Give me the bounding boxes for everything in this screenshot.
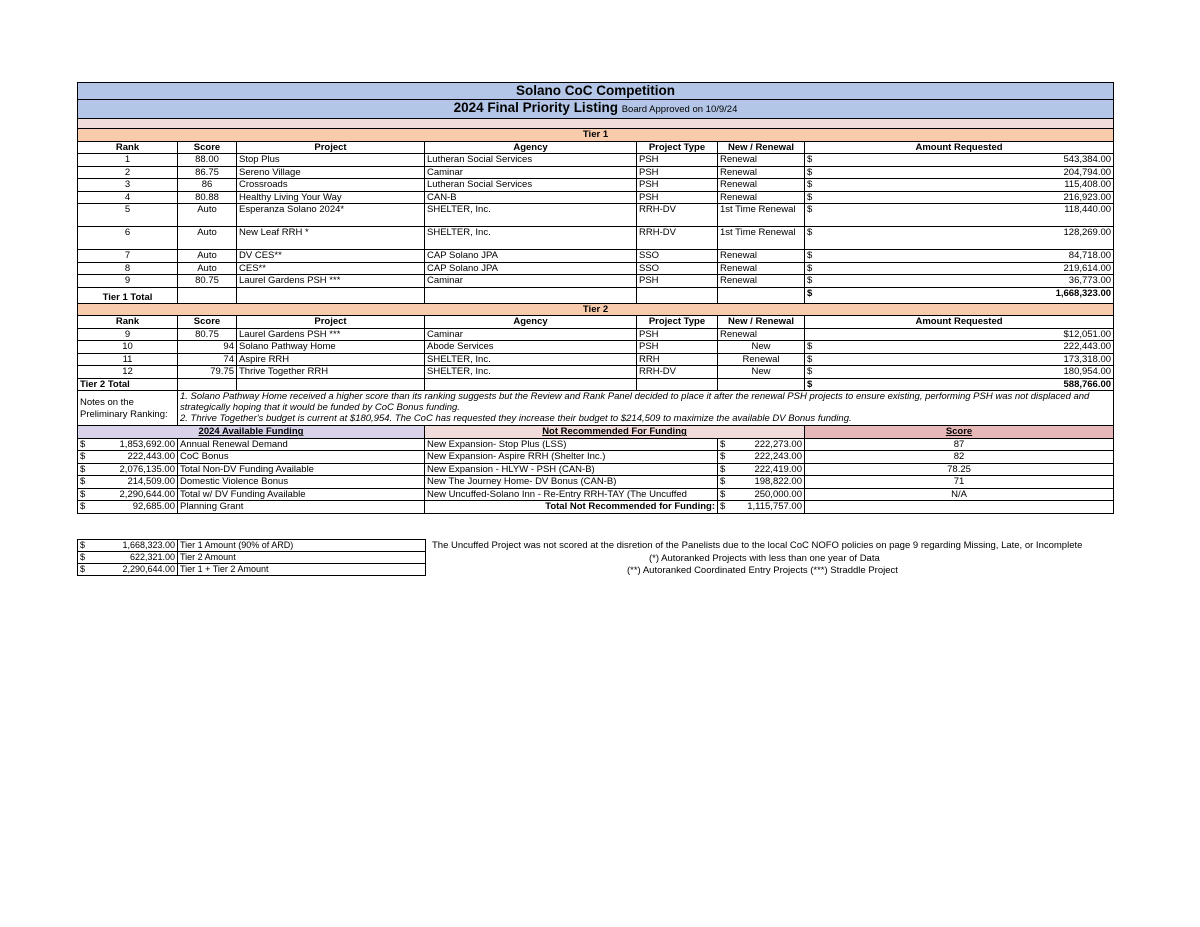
- not-recommended-header: Not Recommended For Funding: [425, 426, 805, 439]
- table-row: 9 80.75 Laurel Gardens PSH *** Caminar PSH Renewal $12,051.00: [78, 328, 1114, 341]
- footnote-autoranked: (*) Autoranked Projects with less than one year of Data: [649, 553, 880, 564]
- column-header-row: Rank Score Project Agency Project Type New / Renewal Amount Requested: [78, 316, 1114, 329]
- table-row: 5 Auto Esperanza Solano 2024* SHELTER, Inc. RRH-DV 1st Time Renewal $ 118,440.00: [78, 204, 1114, 227]
- funding-row: $ 2,076,135.00 Total Non-DV Funding Available New Expansion - HLYW - PSH (CAN-B) $ 222,419.00 78.25: [78, 463, 1114, 476]
- approval-note: Board Approved on 10/9/24: [621, 104, 738, 115]
- spacer-row: [78, 119, 1114, 129]
- summary-row: $ 622,321.00 Tier 2 Amount: [78, 552, 426, 564]
- table-row: 4 80.88 Healthy Living Your Way CAN-B PSH Renewal $ 216,923.00: [78, 191, 1114, 204]
- table-row: 7 Auto DV CES** CAP Solano JPA SSO Renewal $ 84,718.00: [78, 250, 1114, 263]
- notes-label: Notes on the Preliminary Ranking:: [78, 391, 178, 426]
- footnote-coordinated-entry: (**) Autoranked Coordinated Entry Projects (***) Straddle Project: [627, 565, 898, 576]
- tier1-total-row: Tier 1 Total $ 1,668,323.00: [78, 287, 1114, 303]
- funding-row: $ 92,685.00 Planning Grant Total Not Recommended for Funding: $ 1,115,757.00: [78, 501, 1114, 514]
- available-funding-header: 2024 Available Funding: [78, 426, 425, 439]
- table-row: 12 79.75 Thrive Together RRH SHELTER, Inc. RRH-DV New $ 180,954.00: [78, 366, 1114, 379]
- document-subtitle: 2024 Final Priority Listing Board Approved on 10/9/24: [78, 100, 1114, 119]
- summary-row: $ 2,290,644.00 Tier 1 + Tier 2 Amount: [78, 564, 426, 576]
- table-row: 2 86.75 Sereno Village Caminar PSH Renewal $ 204,794.00: [78, 166, 1114, 179]
- footnote-uncuffed: The Uncuffed Project was not scored at the disretion of the Panelists due to the local CoC NOFO policies on page 9 regarding Missing, Late, or Incomplete: [432, 540, 1083, 551]
- funding-header-row: [78, 426, 1114, 439]
- column-header-row: Rank Score Project Agency Project Type New / Renewal Amount Requested: [78, 141, 1114, 154]
- summary-row: $ 1,668,323.00 Tier 1 Amount (90% of ARD): [78, 540, 426, 552]
- document-title: Solano CoC Competition: [78, 83, 1114, 100]
- table-row: 3 86 Crossroads Lutheran Social Services PSH Renewal $ 115,408.00: [78, 179, 1114, 192]
- funding-row: $ 214,509.00 Domestic Violence Bonus New The Journey Home- DV Bonus (CAN-B) $ 198,822.00 71: [78, 476, 1114, 489]
- tier2-total-row: Tier 2 Total $ 588,766.00: [78, 378, 1114, 391]
- score-header: Score: [805, 426, 1114, 439]
- priority-listing-table: [77, 82, 1114, 514]
- funding-row: $ 2,290,644.00 Total w/ DV Funding Available New Uncuffed-Solano Inn - Re-Entry RRH-TAY (The Uncuffed $ 250,000.00 N/A: [78, 488, 1114, 501]
- tier2-header: Tier 2: [78, 303, 1114, 316]
- table-row: 1 88.00 Stop Plus Lutheran Social Services PSH Renewal $ 543,384.00: [78, 154, 1114, 167]
- table-row: 9 80.75 Laurel Gardens PSH *** Caminar PSH Renewal $ 36,773.00: [78, 275, 1114, 288]
- note-1: 1. Solano Pathway Home received a higher score than its ranking suggests but the Review and Rank Panel decided to place it after the renewal PSH projects to ensure existing, performing PSH was not displaced and strategically hoping that it would be funded by CoC Bonus funding.: [180, 391, 1090, 413]
- funding-row: $ 222,443.00 CoC Bonus New Expansion- Aspire RRH (Shelter Inc.) $ 222,243.00 82: [78, 451, 1114, 464]
- table-row: 11 74 Aspire RRH SHELTER, Inc. RRH Renewal $ 173,318.00: [78, 353, 1114, 366]
- notes-row: [78, 391, 1114, 426]
- tier-summary-table: [77, 539, 426, 576]
- table-row: 10 94 Solano Pathway Home Abode Services PSH New $ 222,443.00: [78, 341, 1114, 354]
- note-2: 2. Thrive Together's budget is current at $180,954. The CoC has requested they increase their budget to $214,509 to maximize the available DV Bonus funding.: [180, 413, 852, 424]
- funding-row: $ 1,853,692.00 Annual Renewal Demand New Expansion- Stop Plus (LSS) $ 222,273.00 87: [78, 438, 1114, 451]
- table-row: 6 Auto New Leaf RRH * SHELTER, Inc. RRH-DV 1st Time Renewal $ 128,269.00: [78, 227, 1114, 250]
- tier1-header: Tier 1: [78, 129, 1114, 142]
- not-recommended-total-label: Total Not Recommended for Funding:: [425, 501, 718, 514]
- table-row: 8 Auto CES** CAP Solano JPA SSO Renewal $ 219,614.00: [78, 262, 1114, 275]
